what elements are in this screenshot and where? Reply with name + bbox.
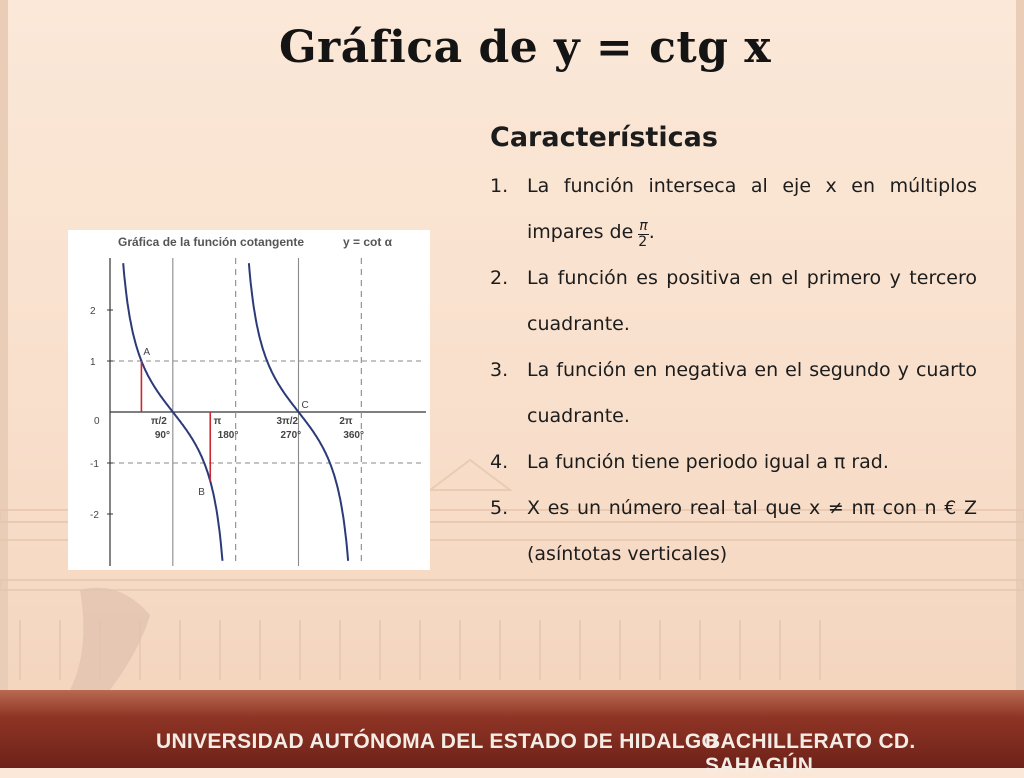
features-heading: Características [490,122,718,153]
x-tick-degree-label: 360° [343,430,365,441]
feature-item [490,485,977,577]
feature-item [490,255,977,347]
feature-suffix: . [648,221,655,243]
footer-university: UNIVERSIDAD AUTÓNOMA DEL ESTADO DE HIDALGO [156,730,719,753]
x-tick-label: π [213,416,222,427]
feature-item [490,347,977,439]
feature-item [490,439,977,485]
feature-text: La función interseca al eje x en múltiplos impares de [527,175,977,243]
feature-number: 2. [490,267,509,289]
point-c-label: C [301,400,309,411]
feature-number: 4. [490,451,509,473]
graph-caption: Gráfica de la función cotangente [118,235,305,249]
x-tick-label: 3π/2 [276,416,299,427]
point-a-label: A [143,347,151,358]
feature-text: X es un número real tal que x ≠ nπ con n € Z (asíntotas verticales) [527,497,977,565]
graph-equation: y = cot α [343,235,393,249]
features-section [490,122,977,577]
feature-number: 5. [490,497,509,519]
x-tick-degree-label: 180° [217,430,239,441]
feature-text: La función tiene periodo igual a π rad. [527,451,889,473]
y-tick-label: 2 [90,306,96,317]
y-tick-label: -2 [90,510,99,521]
footer-banner [0,690,1024,777]
point-b-label: B [198,487,205,499]
y-tick-label: -1 [90,459,99,470]
x-tick-label: 2π [339,416,353,427]
x-tick-label: π/2 [150,416,167,427]
cotangent-graph-image [68,230,430,570]
fraction-numerator: π [639,218,648,234]
y-tick-label: 1 [90,357,96,368]
fraction-denominator: 2 [638,234,648,250]
origin-label: 0 [94,416,100,427]
feature-number: 3. [490,359,509,381]
feature-item [490,163,977,255]
feature-text: La función es positiva en el primero y tercero cuadrante. [527,267,977,335]
features-list [490,163,977,577]
x-tick-degree-label: 90° [154,430,170,441]
footer-school: BACHILLERATO CD. SAHAGÚN [705,730,916,777]
feature-text: La función en negativa en el segundo y cuarto cuadrante. [527,359,977,427]
x-tick-degree-label: 270° [280,430,302,441]
pi-over-two-fraction [638,219,648,250]
feature-number: 1. [490,175,509,197]
slide-title: Gráfica de y = ctg x [278,22,772,73]
